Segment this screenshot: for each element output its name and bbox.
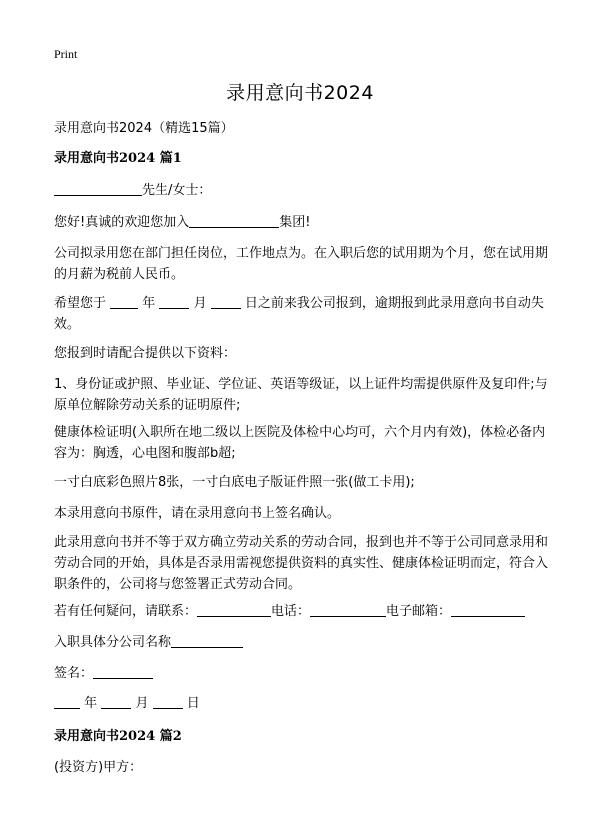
report-year-label: 年	[142, 296, 156, 311]
date-month-blank	[101, 694, 131, 709]
signature-label: 签名：	[54, 666, 94, 681]
disclaimer-paragraph: 此录用意向书并不等于双方确立劳动关系的劳动合同，报到也并不等于公司同意录用和劳动合同的开始，具体是否录用需视您提供资料的真实性、健康体检证明而定，符合入职条件的，公司将与您签署正式劳动合同。	[54, 535, 549, 592]
contact-email-label: 电子邮箱：	[386, 604, 452, 619]
report-year-blank	[110, 294, 138, 309]
document-title: 录用意向书2024	[226, 82, 374, 104]
report-rest: 日之前来我公司报到，逾期报到此录用意向书自动失效。	[54, 296, 544, 332]
date-day-blank	[153, 694, 183, 709]
group-blank	[189, 213, 279, 228]
date-day-label: 日	[186, 696, 200, 711]
print-label: Print	[54, 47, 78, 61]
party-a-line: (投资方)甲方：	[54, 760, 143, 775]
position-paragraph: 公司拟录用您在部门担任岗位，工作地点为。在入职后您的试用期为个月，您在试用期的月薪为税前人民币。	[54, 246, 549, 282]
documents-intro: 您报到时请配合提供以下资料：	[54, 346, 237, 361]
date-month-label: 月	[135, 696, 149, 711]
branch-blank	[171, 633, 243, 648]
section2-heading: 录用意向书2024 篇2	[54, 729, 182, 744]
name-blank	[54, 181, 142, 196]
welcome-suffix: 集团!	[279, 215, 311, 230]
report-hope: 希望您于	[54, 296, 107, 311]
signature-line	[54, 663, 554, 685]
date-line	[54, 693, 554, 715]
salutation-suffix: 先生/女士：	[142, 183, 212, 198]
welcome-prefix: 您好!真诚的欢迎您加入	[54, 215, 190, 230]
report-paragraph	[54, 293, 549, 335]
contact-person-blank	[197, 602, 271, 617]
documents-item-health: 健康体检证明(入职所在地二级以上医院及体检中心均可，六个月内有效)，体检必备内容为：胸透，心电图和腹部b超;	[54, 425, 546, 461]
contact-email-blank	[451, 602, 525, 617]
signature-blank	[93, 664, 153, 679]
salutation-line	[54, 180, 554, 202]
contact-phone-label: 电话：	[271, 604, 311, 619]
date-year-label: 年	[84, 696, 98, 711]
report-day-blank	[211, 294, 241, 309]
documents-item-1: 1、身份证或护照、毕业证、学位证、英语等级证，以上证件均需提供原件及复印件;与原单位解除劳动关系的证明原件;	[54, 377, 548, 413]
contact-line	[54, 601, 554, 623]
contact-prefix: 若有任何疑问，请联系：	[54, 604, 198, 619]
contact-phone-blank	[310, 602, 386, 617]
report-month-blank	[159, 294, 189, 309]
date-year-blank	[54, 694, 80, 709]
branch-line	[54, 632, 554, 654]
branch-label: 入职具体分公司名称	[54, 635, 172, 650]
confirm-note: 本录用意向书原件，请在录用意向书上签名确认。	[54, 506, 341, 521]
report-month-label: 月	[193, 296, 207, 311]
welcome-line	[54, 212, 554, 234]
section1-heading: 录用意向书2024 篇1	[54, 151, 182, 166]
documents-item-photo: 一寸白底彩色照片8张，一寸白底电子版证件照一张(做工卡用);	[54, 475, 415, 490]
document-subtitle: 录用意向书2024（精选15篇）	[54, 121, 234, 136]
